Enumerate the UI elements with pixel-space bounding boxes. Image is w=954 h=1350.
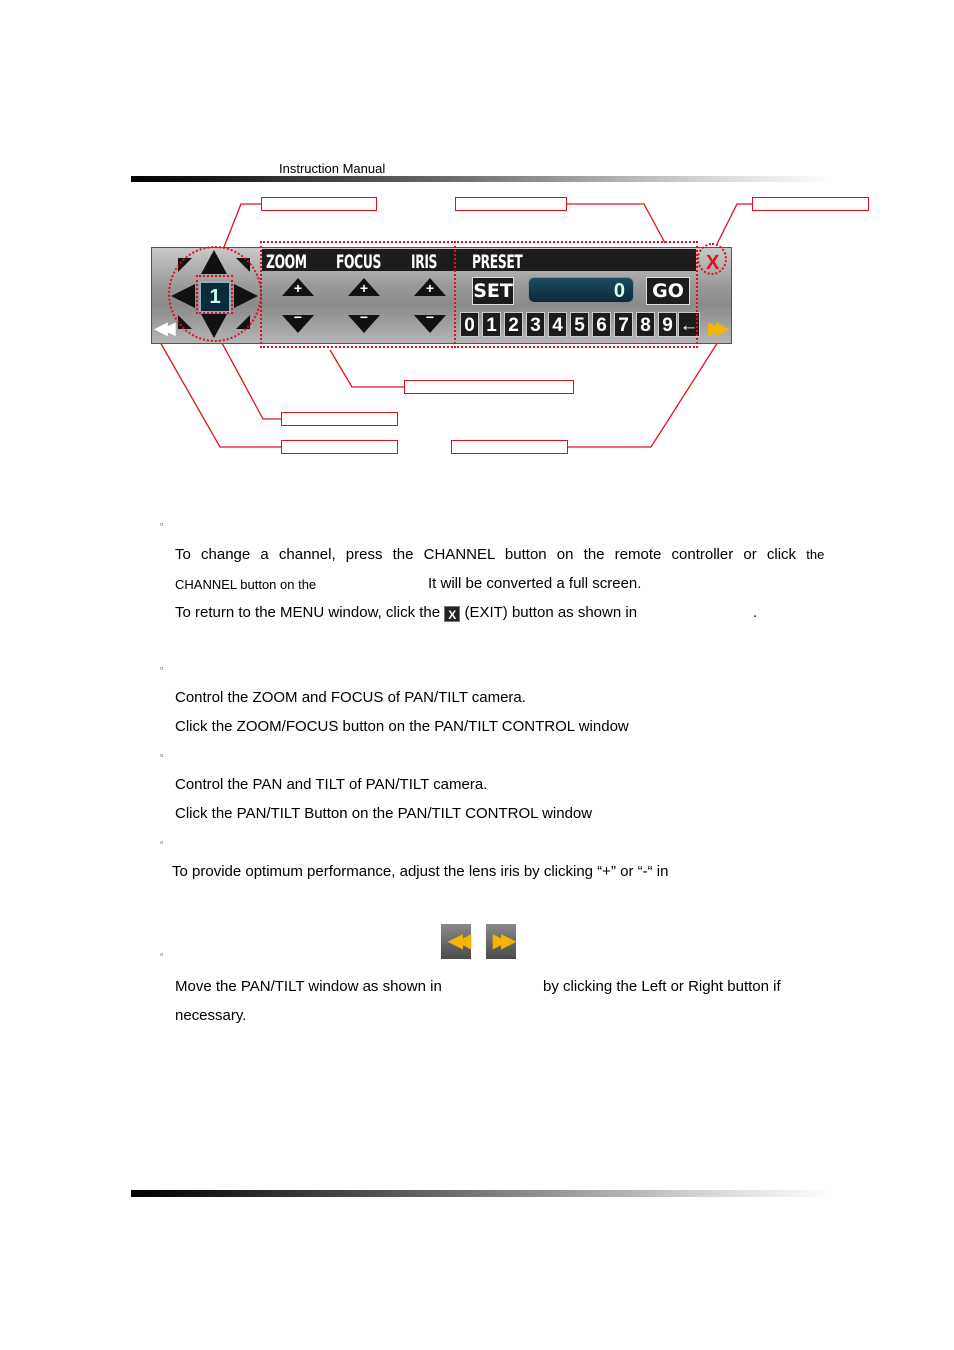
preset-number-display: 0 <box>528 277 634 303</box>
exit-text-a: To return to the MENU window, click the <box>175 604 441 621</box>
zoom-text-line1: Control the ZOOM and FOCUS of PAN/TILT camera. <box>175 689 526 706</box>
digit-3-button[interactable]: 3 <box>526 312 545 337</box>
minus-glyph: − <box>359 309 369 325</box>
bullet: ▫ <box>160 750 164 760</box>
digit-4-button[interactable]: 4 <box>548 312 567 337</box>
callout-box-left-move <box>281 440 398 454</box>
pan-text-line2: Click the PAN/TILT Button on the PAN/TILT CONTROL window <box>175 805 593 822</box>
callout-box-right-move <box>451 440 568 454</box>
exit-text-end: . <box>753 604 758 621</box>
preset-highlight <box>454 241 698 348</box>
exit-button[interactable]: X <box>706 252 720 274</box>
channel-text-line2: It will be converted a full screen. <box>428 575 642 592</box>
zoom-label: ZOOM <box>266 251 307 273</box>
plus-glyph: + <box>293 280 303 296</box>
channel-text-line1 <box>175 546 824 563</box>
digit-9-button[interactable]: 9 <box>658 312 677 337</box>
channel-highlight-box <box>196 275 233 314</box>
digit-6-button[interactable]: 6 <box>592 312 611 337</box>
channel-display[interactable]: 1 <box>199 281 231 313</box>
bullet: ▫ <box>160 949 164 959</box>
digit-5-button[interactable]: 5 <box>570 312 589 337</box>
bullet: ▫ <box>160 663 164 673</box>
minus-glyph: − <box>425 309 435 325</box>
move-text-line1a: Move the PAN/TILT window as shown in <box>175 978 442 995</box>
move-left-icon: ◀◀ <box>441 924 471 959</box>
channel-text-line2-small: CHANNEL button on the <box>175 577 317 592</box>
backspace-button[interactable]: ← <box>678 312 700 337</box>
bullet: ▫ <box>160 519 164 529</box>
callout-box-channel <box>281 412 398 426</box>
preset-set-button[interactable]: SET <box>472 277 514 305</box>
callout-lines <box>0 0 954 470</box>
exit-text-b: (EXIT) button as shown in <box>464 604 638 621</box>
channel-text-line1-small: the <box>806 547 825 562</box>
callout-box-exit <box>752 197 869 211</box>
exit-highlight-circle <box>697 243 727 275</box>
minus-glyph: − <box>293 309 303 325</box>
callout-box-dpad <box>261 197 377 211</box>
plus-glyph: + <box>359 280 369 296</box>
digit-1-button[interactable]: 1 <box>482 312 501 337</box>
preset-go-button[interactable]: GO <box>646 277 690 305</box>
iris-text-line1: To provide optimum performance, adjust the lens iris by clicking “+” or “-“ in <box>172 863 669 880</box>
exit-x-icon: X <box>444 606 460 622</box>
move-text-line2: necessary. <box>175 1007 247 1024</box>
digit-2-button[interactable]: 2 <box>504 312 523 337</box>
move-left-button[interactable]: ◀◀ <box>154 318 170 338</box>
move-text-line1b: by clicking the Left or Right button if <box>543 978 781 995</box>
focus-label: FOCUS <box>336 251 381 273</box>
bullet: ▫ <box>160 837 164 847</box>
digit-8-button[interactable]: 8 <box>636 312 655 337</box>
plus-glyph: + <box>425 280 435 296</box>
digit-0-button[interactable]: 0 <box>460 312 479 337</box>
zoom-focus-iris-highlight <box>260 241 456 348</box>
zoom-text-line2: Click the ZOOM/FOCUS button on the PAN/TILT CONTROL window <box>175 718 629 735</box>
move-right-icon: ▶▶ <box>486 924 516 959</box>
digit-7-button[interactable]: 7 <box>614 312 633 337</box>
preset-label: PRESET <box>472 251 523 273</box>
manual-title: Instruction Manual <box>279 161 386 176</box>
callout-box-preset <box>455 197 567 211</box>
footer-divider <box>131 1190 831 1197</box>
move-right-button[interactable]: ▶▶ <box>708 318 724 338</box>
callout-box-zoom-focus-iris <box>404 380 574 394</box>
iris-label: IRIS <box>411 251 438 273</box>
channel-text-line1-main: To change a channel, press the CHANNEL button on the remote controller or click <box>175 546 797 563</box>
exit-text-line <box>175 604 637 622</box>
pan-text-line1: Control the PAN and TILT of PAN/TILT camera. <box>175 776 488 793</box>
